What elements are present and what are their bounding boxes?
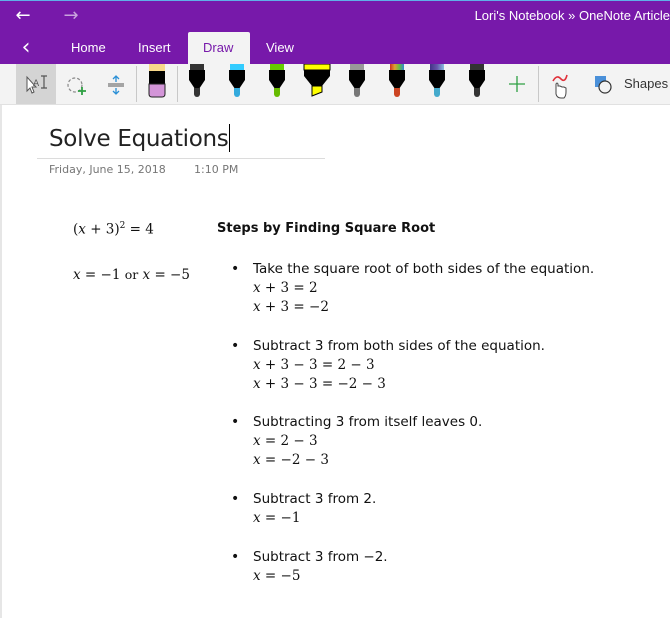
pen-body: [269, 70, 285, 80]
pen-body: [429, 70, 445, 80]
step-text: Take the square root of both sides of the equation.: [253, 261, 595, 277]
lasso-select-icon: [58, 64, 96, 104]
steps-heading: Steps by Finding Square Root: [217, 221, 436, 236]
add-space-icon: [98, 64, 134, 104]
back-arrow-icon[interactable]: ←: [15, 5, 31, 26]
type-select-icon: [16, 64, 56, 104]
collapse-chevron-icon[interactable]: ‹: [21, 35, 31, 60]
pen-body: [389, 70, 405, 80]
pen-body: [469, 70, 485, 80]
equation-original[interactable]: $(x + 3)^2 = 4$: [73, 221, 154, 238]
highlighter-icon: [302, 64, 332, 104]
pen-galaxy[interactable]: [427, 64, 447, 98]
toolbar-divider: [177, 66, 178, 102]
pen-tip: [394, 88, 400, 97]
add-space-button[interactable]: [98, 64, 134, 104]
tab-draw[interactable]: Draw: [188, 32, 250, 64]
step-equation: x = −1: [253, 510, 301, 526]
page-title[interactable]: [49, 124, 230, 152]
bullet: •: [231, 414, 240, 430]
ribbon-tabs: [0, 32, 670, 64]
tab-home[interactable]: Home: [71, 40, 106, 55]
eraser-button[interactable]: [146, 64, 168, 104]
pen-black[interactable]: [187, 64, 207, 98]
pen-tip: [194, 88, 200, 97]
step-text: Subtract 3 from both sides of the equation.: [253, 338, 545, 354]
bullet: •: [231, 491, 240, 507]
pen-tip: [434, 88, 440, 97]
tab-insert[interactable]: Insert: [138, 40, 171, 55]
pen-dark[interactable]: [467, 64, 487, 98]
pen-tip: [234, 88, 240, 97]
touch-draw-icon: [545, 64, 571, 104]
shapes-icon: [590, 64, 614, 104]
step-equation: x = 2 − 3: [253, 433, 318, 449]
pen-green[interactable]: [267, 64, 287, 98]
touch-draw-button[interactable]: [545, 64, 571, 104]
lasso-select-button[interactable]: [58, 64, 96, 104]
highlighter-yellow[interactable]: [302, 64, 332, 104]
forward-arrow-icon[interactable]: →: [63, 5, 79, 26]
pen-tip: [274, 88, 280, 97]
step-equation: x + 3 − 3 = 2 − 3: [253, 357, 375, 373]
pen-body: [189, 70, 205, 80]
bullet: •: [231, 261, 240, 277]
title-underline: [37, 158, 325, 159]
step-equation: x = −2 − 3: [253, 452, 329, 468]
page-title-text[interactable]: Solve Equations: [49, 126, 229, 152]
text-caret: [229, 124, 230, 152]
step-equation: x + 3 = 2: [253, 280, 318, 296]
pen-tip: [354, 88, 360, 97]
step-text: Subtract 3 from −2.: [253, 549, 388, 565]
title-bar: [0, 0, 670, 32]
pen-body: [229, 70, 245, 80]
add-pen-button[interactable]: [505, 64, 529, 104]
page-time: 1:10 PM: [194, 163, 239, 176]
step-equation: x + 3 − 3 = −2 − 3: [253, 376, 386, 392]
step-text: Subtract 3 from 2.: [253, 491, 377, 507]
plus-icon: [505, 64, 529, 104]
step-equation: x + 3 = −2: [253, 299, 329, 315]
page-left-border: [0, 105, 2, 618]
type-select-button[interactable]: [16, 64, 56, 104]
svg-text:A: A: [33, 79, 40, 89]
eraser-icon: [146, 64, 168, 104]
bullet: •: [231, 549, 240, 565]
pen-rainbow[interactable]: [387, 64, 407, 98]
window-title: Lori's Notebook » OneNote Article: [474, 8, 670, 23]
shapes-label: Shapes: [624, 76, 669, 91]
pen-tip: [474, 88, 480, 97]
equation-solution[interactable]: x = −1 or x = −5: [73, 267, 190, 283]
tab-view[interactable]: View: [266, 40, 294, 55]
step-equation: x = −5: [253, 568, 301, 584]
pen-blue[interactable]: [227, 64, 247, 98]
page-date: Friday, June 15, 2018: [49, 163, 166, 176]
toolbar-divider: [136, 66, 137, 102]
bullet: •: [231, 338, 240, 354]
pen-body: [349, 70, 365, 80]
shapes-button[interactable]: [590, 64, 670, 104]
pen-silver[interactable]: [347, 64, 367, 98]
toolbar-divider: [538, 66, 539, 102]
draw-toolbar: [0, 64, 670, 105]
step-text: Subtracting 3 from itself leaves 0.: [253, 414, 483, 430]
